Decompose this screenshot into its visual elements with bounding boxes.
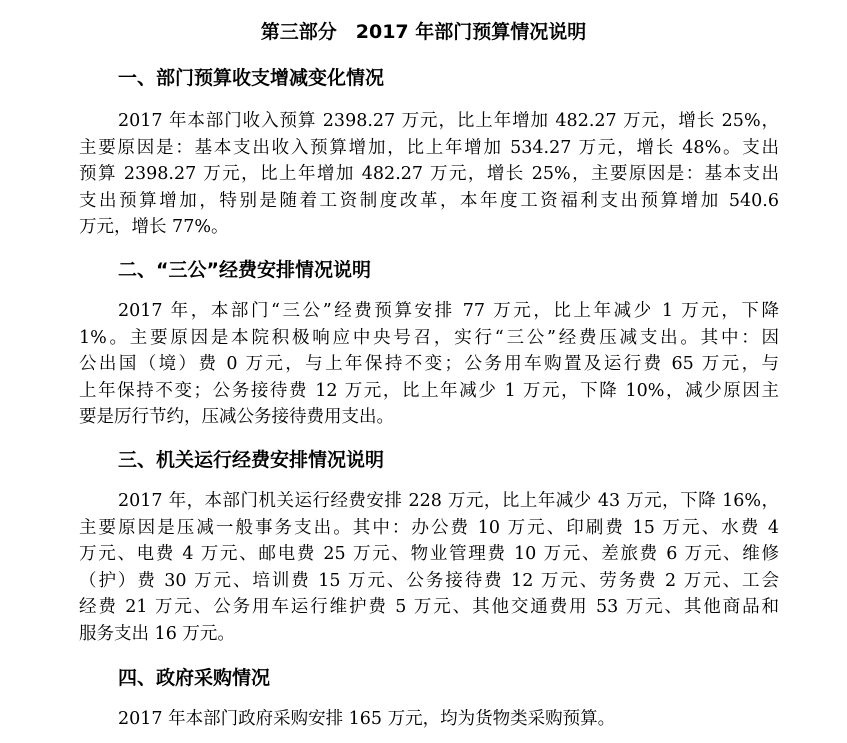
paragraph-line: 2017 年本部门收入预算 2398.27 万元，比上年增加 482.27 万元，增长 25%，: [118, 111, 779, 131]
paragraph-line: 经费 21 万元、公务用车运行维护费 5 万元、其他交通费用 53 万元、其他商品和: [79, 597, 779, 617]
paragraph-line: 2017 年本部门政府采购安排 165 万元，均为货物类采购预算。: [118, 709, 616, 729]
paragraph-line: 1%。主要原因是本院积极响应中央号召，实行“三公”经费压减支出。其中：因: [79, 327, 779, 348]
section-paragraph-operating-costs: [79, 488, 779, 647]
paragraph-line: （护）费 30 万元、培训费 15 万元、公务接待费 12 万元、劳务费 2 万元、工会: [79, 570, 779, 591]
paragraph-line: 主要原因是压减一般事务支出。其中：办公费 10 万元、印刷费 15 万元、水费 4: [79, 517, 779, 538]
paragraph-line: 万元、电费 4 万元、邮电费 25 万元、物业管理费 10 万元、差旅费 6 万元、维修: [79, 544, 779, 564]
section-paragraph-budget-changes: [79, 108, 779, 241]
paragraph-line: 万元，增长 77%。: [79, 217, 229, 237]
section-heading-operating-costs: 三、机关运行经费安排情况说明: [118, 449, 385, 471]
paragraph-line: 公出国（境）费 0 万元，与上年保持不变；公务用车购置及运行费 65 万元，与: [79, 354, 779, 374]
page-title: 第三部分 2017 年部门预算情况说明: [260, 21, 587, 43]
section-paragraph-three-public: [79, 298, 779, 431]
section-heading-budget-changes: 一、部门预算收支增减变化情况: [118, 67, 385, 89]
paragraph-line: 支出预算增加，特别是随着工资制度改革，本年度工资福利支出预算增加 540.6: [79, 190, 779, 211]
paragraph-line: 要是厉行节约，压减公务接待费用支出。: [79, 407, 394, 427]
paragraph-line: 2017 年，本部门“三公”经费预算安排 77 万元，比上年减少 1 万元，下降: [118, 301, 779, 321]
paragraph-line: 预算 2398.27 万元，比上年增加 482.27 万元，增长 25%，主要原因是：基本支出: [79, 164, 779, 184]
paragraph-line: 服务支出 16 万元。: [79, 623, 235, 644]
paragraph-line: 上年保持不变；公务接待费 12 万元，比上年减少 1 万元，下降 10%，减少原因主: [79, 380, 779, 401]
paragraph-line: 2017 年，本部门机关运行经费安排 228 万元，比上年减少 43 万元，下降 16%，: [118, 491, 779, 511]
section-heading-three-public: 二、“三公”经费安排情况说明: [118, 259, 371, 281]
paragraph-line: 主要原因是：基本支出收入预算增加，比上年增加 534.27 万元，增长 48%。支出: [79, 137, 779, 158]
section-heading-procurement: 四、政府采购情况: [118, 667, 271, 689]
section-paragraph-procurement: [79, 706, 779, 733]
